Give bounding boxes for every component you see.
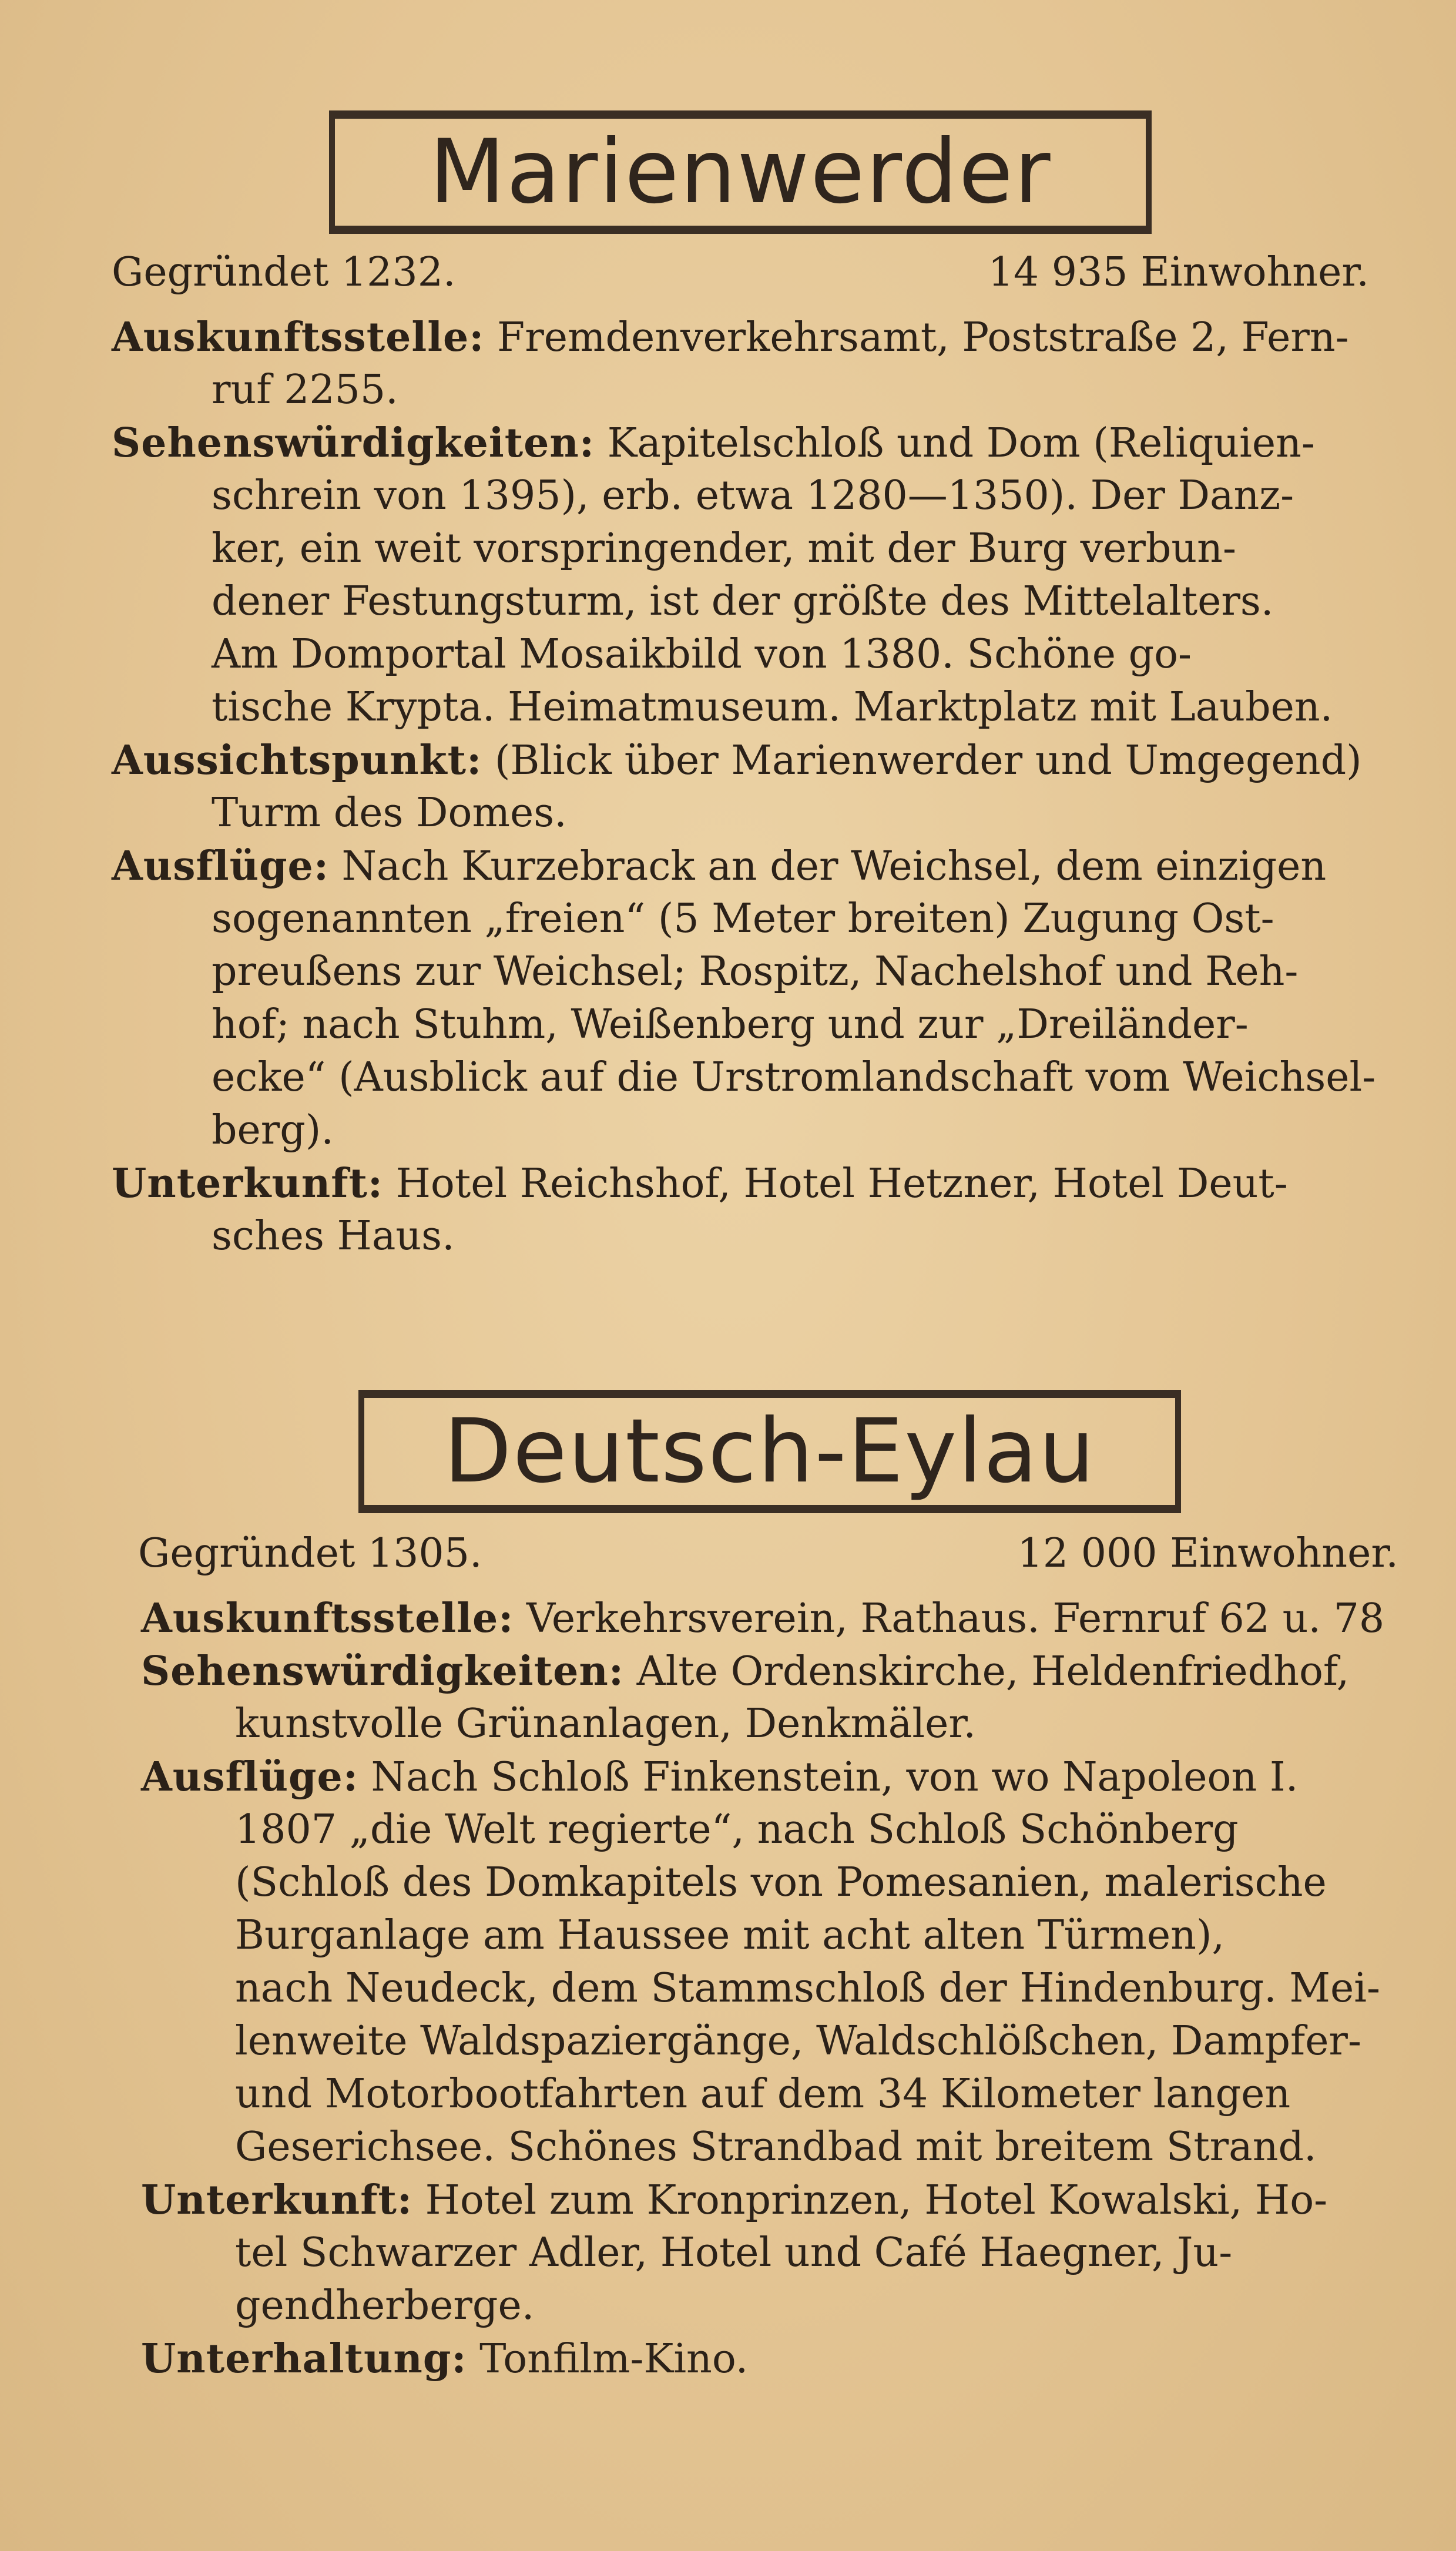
entry-text: schrein von 1395), erb. etwa 1280—1350). Der Danz- <box>212 472 1294 519</box>
text-line <box>141 2177 1404 2224</box>
entry-text: Nach Schloß Finkenstein, von wo Napoleon I. <box>371 1754 1299 1801</box>
text-line <box>112 420 1375 467</box>
text-line <box>141 2335 1404 2382</box>
text-line <box>141 1595 1404 1642</box>
text-line <box>112 843 1375 890</box>
founded-row <box>112 249 1369 296</box>
entry-text: Hotel Reichshof, Hotel Hetzner, Hotel Deut- <box>395 1161 1288 1207</box>
entry-heading: Unterkunft: <box>112 1160 383 1207</box>
text-line <box>235 1965 1404 2012</box>
entry-text: Am Domportal Mosaikbild von 1380. Schöne go- <box>212 631 1192 678</box>
text-line <box>235 1912 1404 1959</box>
section-title-box <box>358 1390 1181 1513</box>
text-line <box>212 367 1375 413</box>
text-line <box>235 1701 1404 1747</box>
text-line <box>212 1107 1375 1154</box>
text-line <box>212 578 1375 625</box>
text-line <box>141 1754 1404 1801</box>
entry-text: Verkehrsverein, Rathaus. Fernruf 62 u. 78 <box>526 1595 1385 1642</box>
entry-text: Geserichsee. Schönes Strandbad mit breitem Strand. <box>235 2124 1317 2170</box>
founded-row <box>138 1530 1398 1577</box>
entry-text: tische Krypta. Heimatmuseum. Marktplatz mit Lauben. <box>212 684 1333 730</box>
founded-text: Gegründet 1232. <box>112 249 456 296</box>
entry-text: sogenannten „freien“ (5 Meter breiten) Zugung Ost- <box>212 896 1274 942</box>
text-line <box>212 896 1375 942</box>
text-line <box>235 2282 1404 2329</box>
entry-heading: Unterkunft: <box>141 2177 412 2224</box>
population-text: 14 935 Einwohner. <box>988 249 1369 296</box>
text-line <box>235 2230 1404 2276</box>
population-text: 12 000 Einwohner. <box>1017 1530 1398 1577</box>
text-line <box>235 1806 1404 1853</box>
text-line <box>212 525 1375 572</box>
entry-heading: Auskunftsstelle: <box>112 314 485 361</box>
entry-text: sches Haus. <box>212 1213 455 1259</box>
entry-text: (Schloß des Domkapitels von Pomesanien, malerische <box>235 1859 1327 1906</box>
entry-text: (Blick über Marienwerder und Umgegend) <box>494 738 1362 784</box>
entry-heading: Ausflüge: <box>141 1754 358 1801</box>
entry-heading: Ausflüge: <box>112 843 329 890</box>
text-line <box>212 948 1375 995</box>
text-line <box>112 737 1375 784</box>
entry-heading: Sehenswürdigkeiten: <box>112 420 595 467</box>
section-title: Deutsch-Eylau <box>444 1400 1096 1503</box>
entry-text: hof; nach Stuhm, Weißenberg und zur „Dreiländer- <box>212 1001 1249 1048</box>
entry-text: Fremdenverkehrsamt, Poststraße 2, Fern- <box>497 314 1349 361</box>
entry-text: 1807 „die Welt regierte“, nach Schloß Schönberg <box>235 1806 1239 1853</box>
text-line <box>235 1859 1404 1906</box>
entry-text: preußens zur Weichsel; Rospitz, Nachelshof und Reh- <box>212 948 1299 995</box>
entry-text: Kapitelschloß und Dom (Reliquien- <box>607 420 1315 467</box>
text-line <box>235 2018 1404 2064</box>
entry-text: Turm des Domes. <box>212 790 567 836</box>
entry-text: gendherberge. <box>235 2282 535 2329</box>
entry-heading: Aussichtspunkt: <box>112 737 482 784</box>
text-line <box>212 631 1375 678</box>
entry-text: Alte Ordenskirche, Heldenfriedhof, <box>636 1648 1350 1695</box>
entry-text: Nach Kurzebrack an der Weichsel, dem einzigen <box>341 843 1327 890</box>
text-line <box>112 1160 1375 1207</box>
section-title-box <box>329 110 1152 234</box>
text-line <box>212 790 1375 836</box>
text-line <box>235 2124 1404 2170</box>
entry-text: berg). <box>212 1107 334 1154</box>
entry-text: lenweite Waldspaziergänge, Waldschlößchen, Dampfer- <box>235 2018 1361 2064</box>
entry-text: kunstvolle Grünanlagen, Denkmäler. <box>235 1701 976 1747</box>
text-line <box>212 1213 1375 1259</box>
entry-text: ruf 2255. <box>212 367 398 413</box>
text-line <box>212 472 1375 519</box>
entry-text: ecke“ (Ausblick auf die Urstromlandschaft vom Weichsel- <box>212 1054 1376 1101</box>
entry-text: und Motorbootfahrten auf dem 34 Kilometer langen <box>235 2071 1291 2117</box>
entry-heading: Auskunftsstelle: <box>141 1595 514 1642</box>
entry-text: Tonfilm-Kino. <box>479 2336 749 2382</box>
entry-text: ker, ein weit vorspringender, mit der Burg verbun- <box>212 525 1236 572</box>
entry-text: Hotel zum Kronprinzen, Hotel Kowalski, Ho- <box>425 2177 1328 2224</box>
founded-text: Gegründet 1305. <box>138 1530 482 1577</box>
section-title: Marienwerder <box>429 121 1052 223</box>
text-line <box>112 314 1375 361</box>
text-line <box>141 1648 1404 1695</box>
entry-text: tel Schwarzer Adler, Hotel und Café Haegner, Ju- <box>235 2230 1233 2276</box>
text-line <box>212 1001 1375 1048</box>
text-line <box>212 684 1375 730</box>
entry-heading: Sehenswürdigkeiten: <box>141 1648 624 1695</box>
entry-text: Burganlage am Haussee mit acht alten Türmen), <box>235 1912 1225 1959</box>
entry-text: nach Neudeck, dem Stammschloß der Hindenburg. Mei- <box>235 1965 1380 2012</box>
text-line <box>235 2071 1404 2117</box>
entry-heading: Unterhaltung: <box>141 2335 467 2382</box>
entry-text: dener Festungsturm, ist der größte des Mittelalters. <box>212 578 1274 625</box>
text-line <box>212 1054 1376 1101</box>
